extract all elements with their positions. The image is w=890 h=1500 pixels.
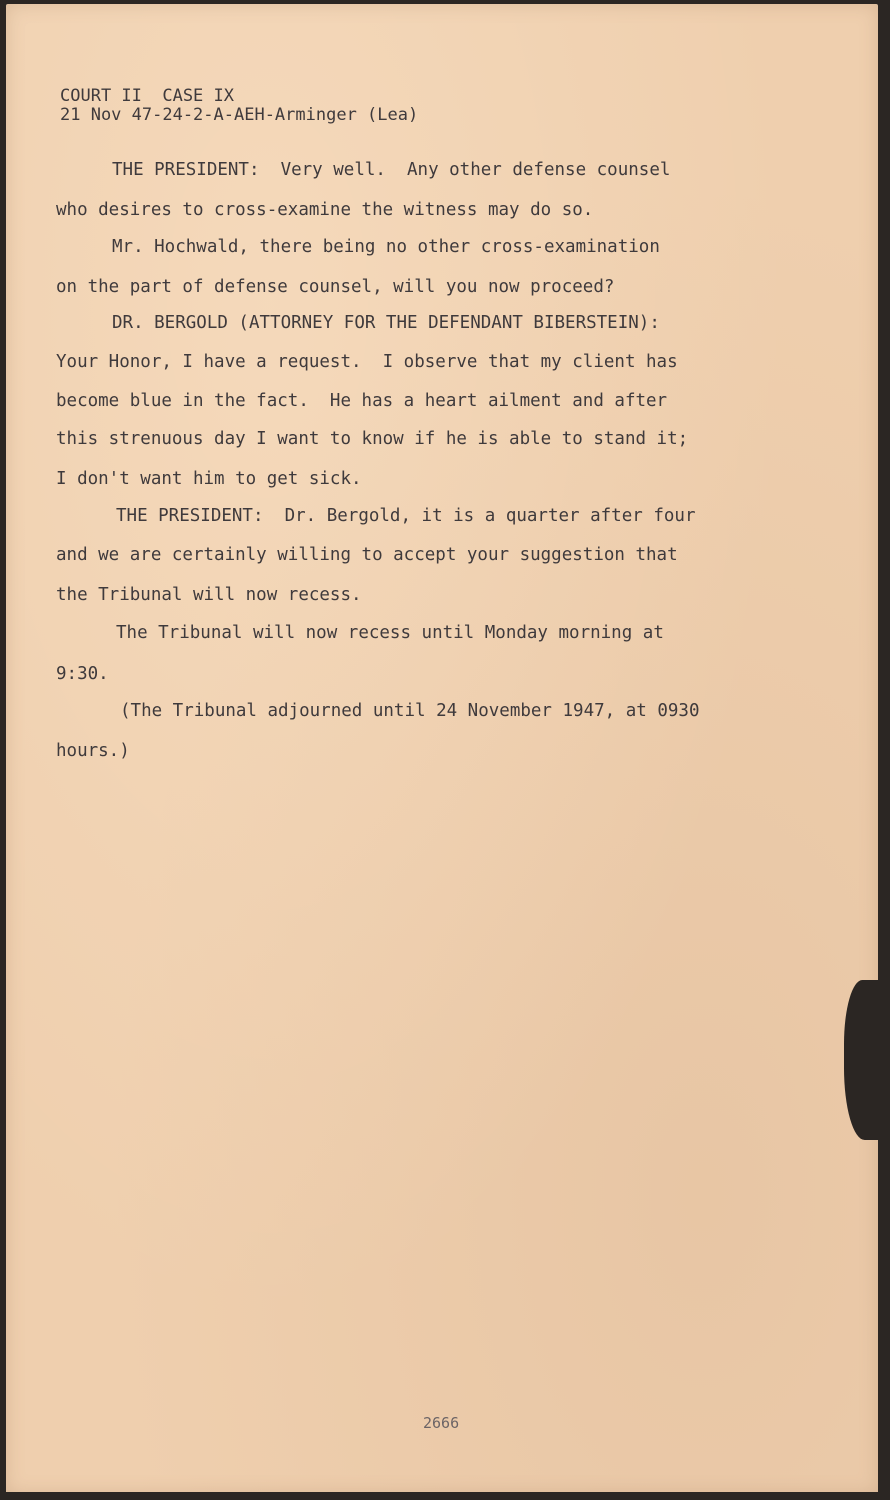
transcript-line: hours.) — [56, 741, 130, 761]
document-page — [6, 4, 878, 1494]
transcript-line: DR. BERGOLD (ATTORNEY FOR THE DEFENDANT BIBERSTEIN): — [112, 313, 660, 333]
header-court-case: COURT II CASE IX — [60, 86, 234, 106]
transcript-line: (The Tribunal adjourned until 24 November 1947, at 0930 — [120, 701, 700, 721]
transcript-line: become blue in the fact. He has a heart ailment and after — [56, 391, 668, 411]
transcript-line: who desires to cross-examine the witness may do so. — [56, 200, 594, 220]
transcript-line: the Tribunal will now recess. — [56, 585, 362, 605]
transcript-line: Your Honor, I have a request. I observe that my client has — [56, 352, 678, 372]
paper-bottom-edge — [0, 1492, 890, 1500]
transcript-line: 9:30. — [56, 664, 109, 684]
header-session-id: 21 Nov 47-24-2-A-AEH-Arminger (Lea) — [60, 105, 419, 125]
transcript-line: on the part of defense counsel, will you now proceed? — [56, 277, 615, 297]
transcript-line: and we are certainly willing to accept your suggestion that — [56, 545, 678, 565]
paper-tear-edge — [844, 980, 890, 1140]
transcript-line: this strenuous day I want to know if he is able to stand it; — [56, 429, 689, 449]
page-number: 2666 — [423, 1414, 460, 1432]
transcript-line: I don't want him to get sick. — [56, 469, 362, 489]
transcript-line: Mr. Hochwald, there being no other cross-examination — [112, 237, 660, 257]
transcript-line: The Tribunal will now recess until Monday morning at — [116, 623, 664, 643]
transcript-line: THE PRESIDENT: Very well. Any other defense counsel — [112, 160, 671, 180]
transcript-line: THE PRESIDENT: Dr. Bergold, it is a quarter after four — [116, 506, 696, 526]
